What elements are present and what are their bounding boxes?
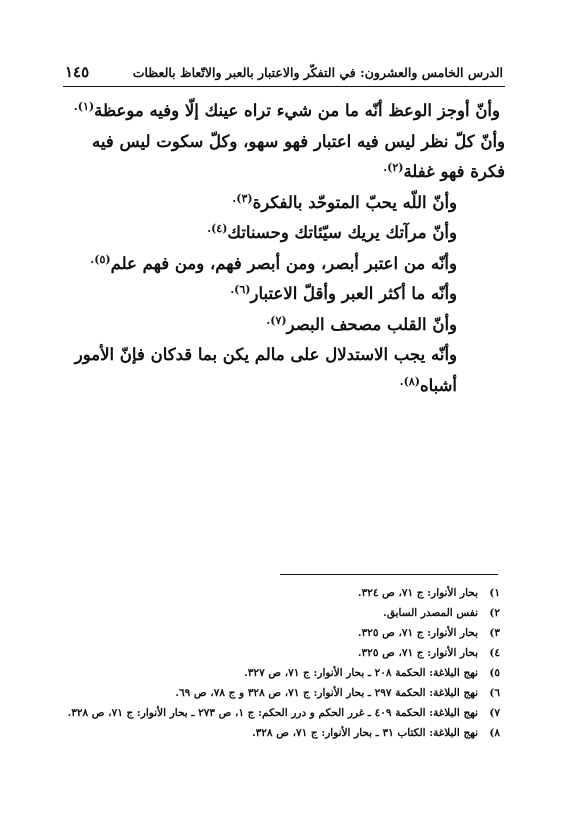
- paragraph-6-text: وأنّه ما أكثر العبر وأقلّ الاعتبار: [250, 284, 457, 303]
- footnote-5-text: نهج البلاغة: الحكمة ٢٠٨ ـ بحار الأنوار: ج ٧١، ص ٣٢٧.: [244, 667, 478, 679]
- footnote-6-text: نهج البلاغة: الحكمة ٢٩٧ ـ بحار الأنوار: ج ٧١، ص ٣٢٨ و ج ٧٨، ص ٦٩.: [175, 687, 478, 699]
- running-header-title: الدرس الخامس والعشرون: في التفكّر والاعتبار بالعبر والاتّعاظ بالعظات: [132, 64, 503, 80]
- header-divider: [63, 86, 505, 87]
- footnote-2-text: نفس المصدر السابق.: [383, 607, 478, 619]
- footnote-1-text: بحار الأنوار: ج ٧١، ص ٣٢٤.: [357, 587, 478, 599]
- paragraph-3-text: وأنّ اللّه يحبّ المتوحّد بالفكرة: [252, 192, 457, 212]
- footnote-ref-6: (٦).: [230, 283, 251, 296]
- footnote-4-text: بحار الأنوار: ج ٧١، ص ٣٢٥.: [357, 647, 478, 659]
- footnote-ref-8: (٨).: [399, 374, 420, 388]
- paragraph-2-text: وأنّ كلّ نظر ليس فيه اعتبار فهو سهو، وكلّ سكوت ليس فيه فكرة فهو غفلة: [92, 131, 505, 181]
- footnote-ref-1: (١).: [73, 100, 95, 113]
- paragraph-1: [65, 96, 505, 127]
- paragraph-7-text: وأنّ القلب مصحف البصر: [286, 314, 457, 334]
- footnote-ref-3: (٣).: [232, 191, 253, 205]
- footnote-5: [60, 663, 500, 683]
- footnote-divider: [280, 574, 498, 575]
- paragraph-4: [65, 218, 505, 249]
- paragraph-1-text: وأنّ أوجز الوعظ أنّه ما من شيء تراه عينك إلّا وفيه موعظة: [94, 101, 500, 120]
- paragraph-8-text: وأنّه يجب الاستدلال على مالم يكن بما قدكان فإنّ الأمور أشباه: [74, 345, 457, 395]
- footnote-5-number: ٥): [489, 667, 500, 679]
- paragraph-4-text: وأنّ مرآتك يريك سيّئاتك وحسناتك: [227, 223, 457, 242]
- paragraph-7: [65, 310, 505, 341]
- footnote-3-number: ٣): [489, 627, 500, 639]
- footnote-6-number: ٦): [489, 687, 500, 699]
- footnote-4-number: ٤): [489, 647, 500, 659]
- running-header: [65, 62, 503, 82]
- paragraph-5-text: وأنّه من اعتبر أبصر، ومن أبصر فهم، ومن فهم علم: [110, 253, 457, 273]
- footnote-3-text: بحار الأنوار: ج ٧١، ص ٣٢٥.: [357, 627, 478, 639]
- footnote-1-number: ١): [489, 587, 500, 599]
- footnote-6: [60, 683, 500, 703]
- paragraph-8: [65, 340, 505, 401]
- footnote-8-number: ٨): [489, 727, 500, 739]
- page-number: ١٤٥: [65, 63, 90, 81]
- footnote-3: [60, 623, 500, 643]
- footnote-ref-2: (٢).: [383, 161, 404, 174]
- footnote-7-text: نهج البلاغة: الحكمة ٤٠٩ ـ غرر الحكم و درر الحكم: ج ١، ص ٢٧٣ ـ بحار الأنوار: ج ٧١، ص ٣٢٨.: [67, 707, 478, 719]
- footnote-4: [60, 643, 500, 663]
- footnote-1: [60, 583, 500, 603]
- paragraph-3: [65, 188, 505, 219]
- main-text: [65, 96, 505, 401]
- footnote-8-text: نهج البلاغة: الكتاب ٣١ ـ بحار الأنوار: ج ٧١، ص ٣٢٨.: [252, 727, 478, 739]
- footnote-2-number: ٢): [489, 607, 500, 619]
- footnote-ref-4: (٤).: [207, 222, 228, 235]
- paragraph-2: [65, 127, 505, 188]
- footnotes: [60, 583, 500, 743]
- footnote-2: [60, 603, 500, 623]
- footnote-ref-7: (٧).: [266, 313, 287, 327]
- footnote-8: [60, 723, 500, 743]
- footnote-ref-5: (٥).: [90, 252, 111, 266]
- paragraph-6: [65, 279, 505, 310]
- footnote-7: [60, 703, 500, 723]
- footnote-7-number: ٧): [489, 707, 500, 719]
- paragraph-5: [65, 249, 505, 280]
